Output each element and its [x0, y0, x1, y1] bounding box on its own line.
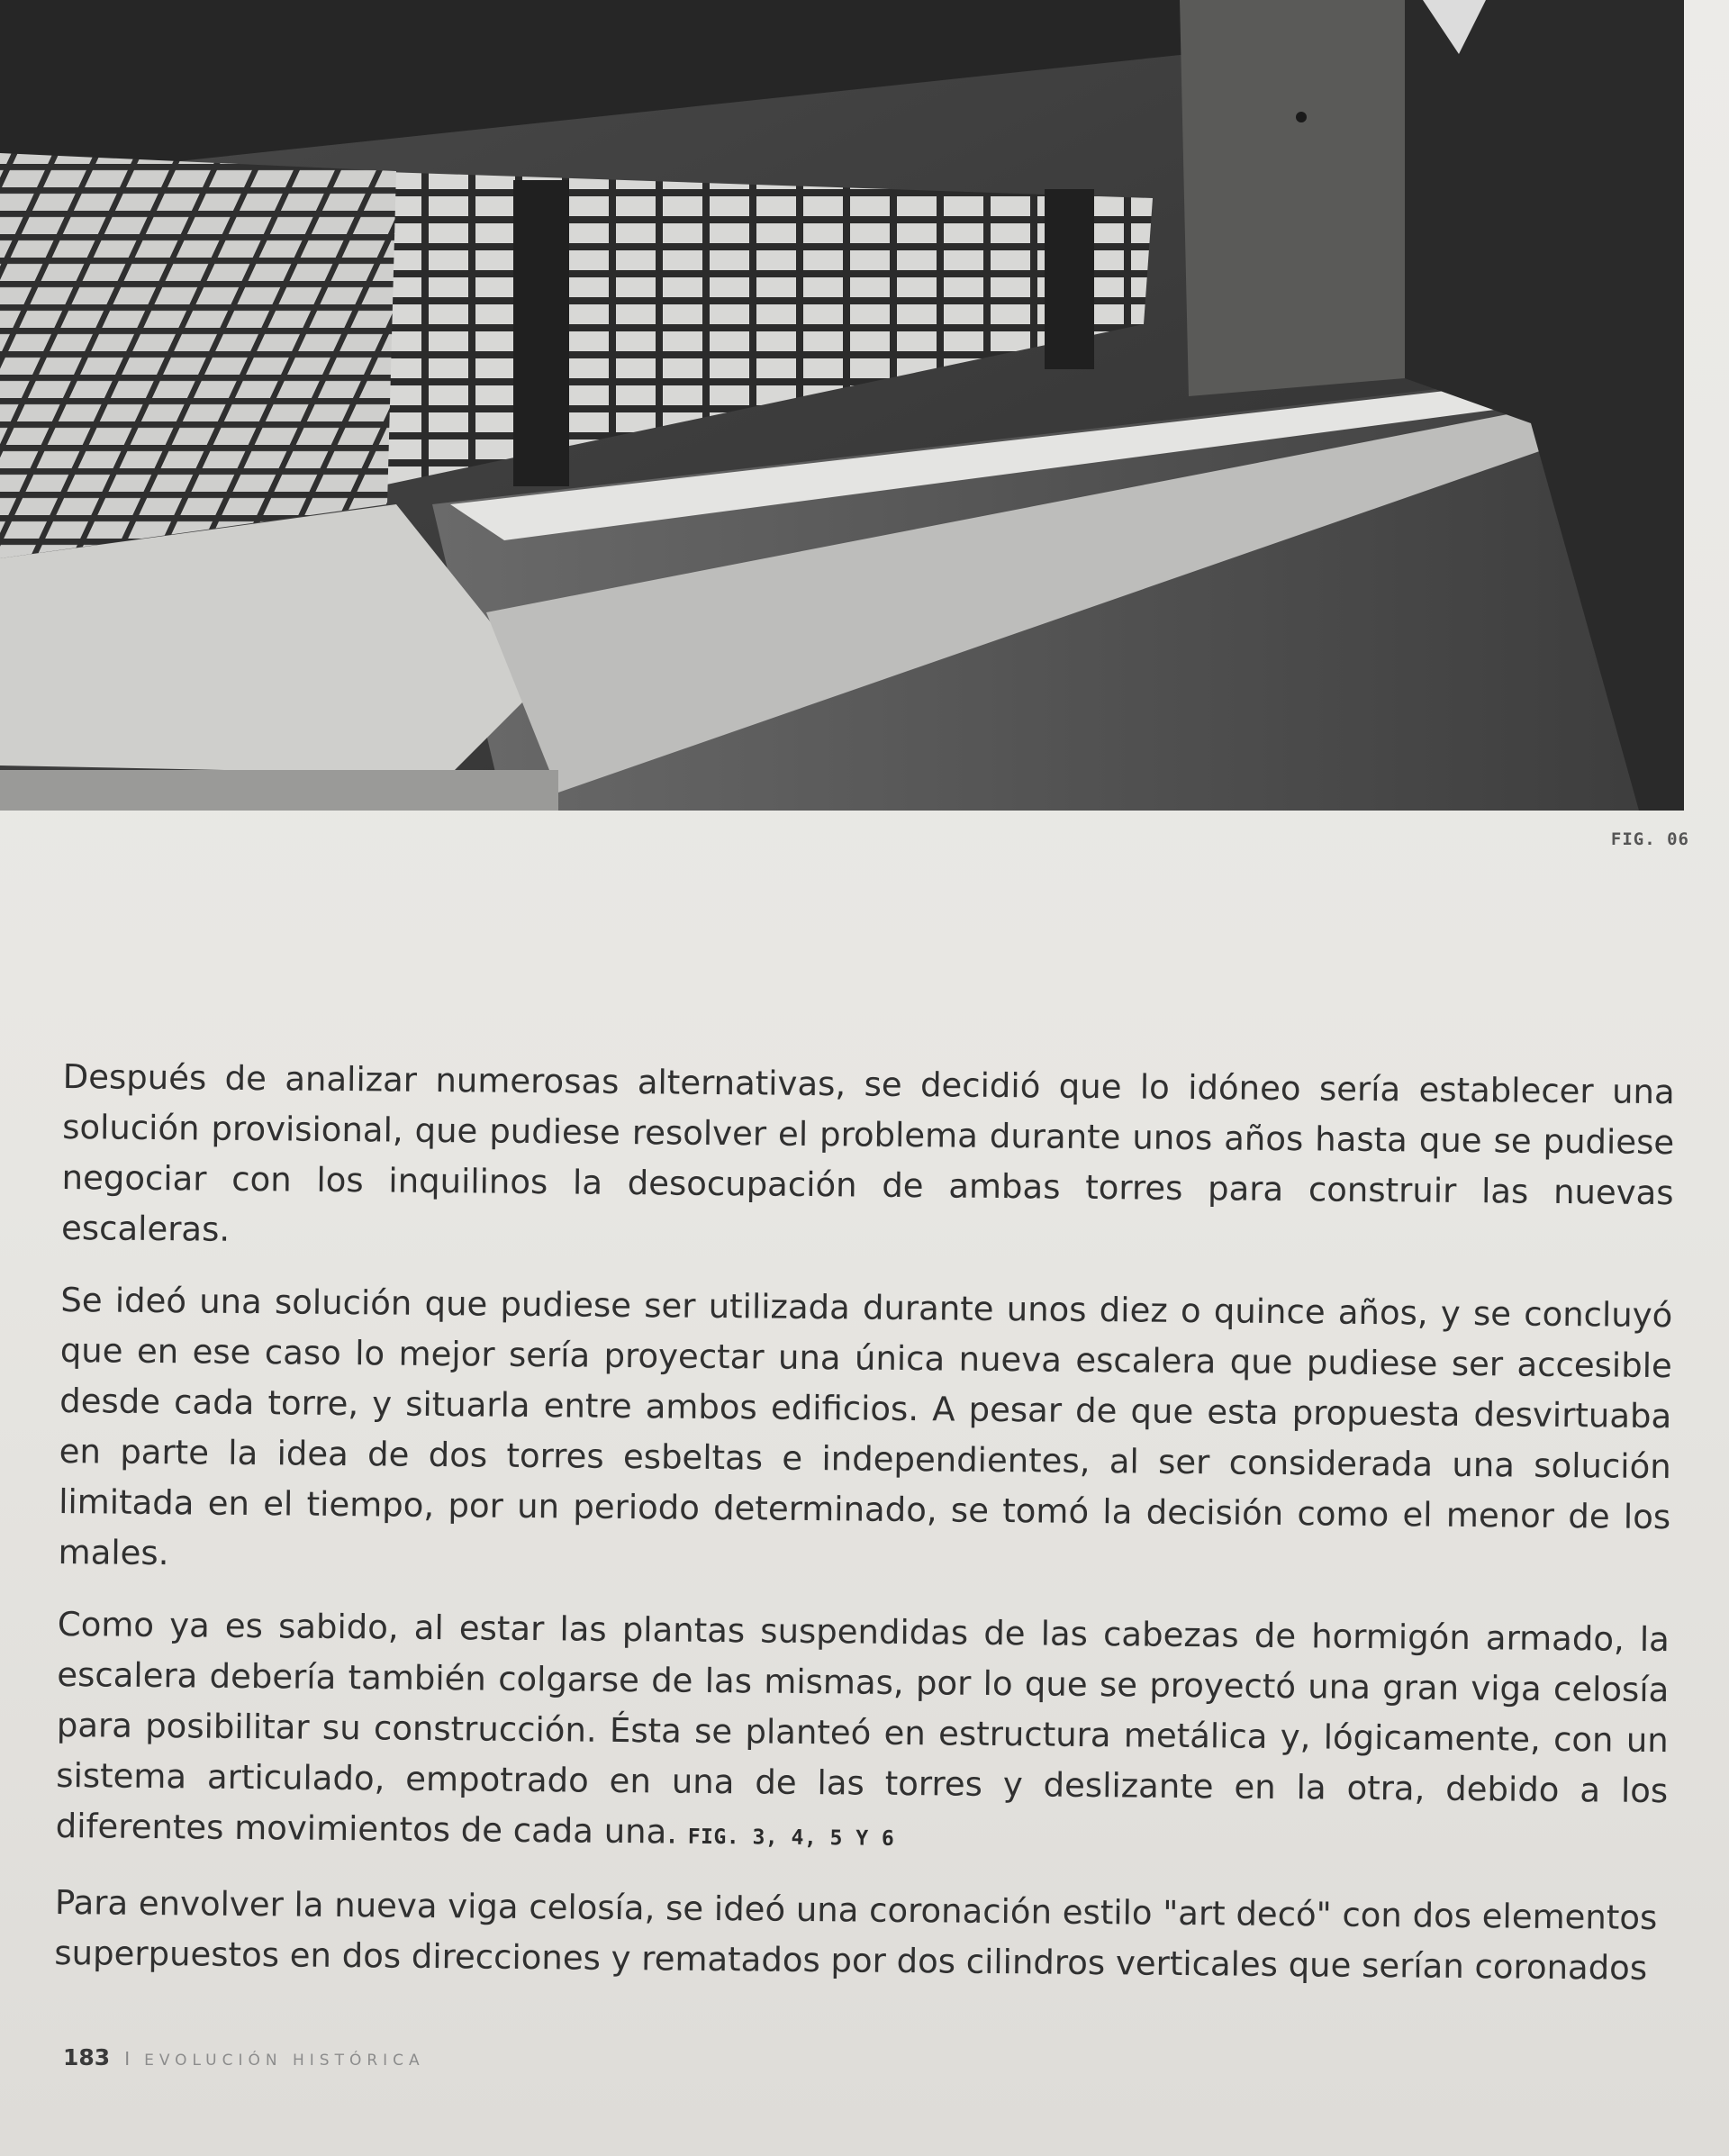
paragraph-3-text: Como ya es sabido, al estar las plantas suspendidas de las cabezas de hormigón armado, la escalera debería también colgarse de las mismas, por lo que se proyectó una gran viga celosía para posibilitar su construcción. Ésta se planteó en estructura metálica y, lógicamente, con un sistema articulado, empotrado en una de las torres y deslizante en la otra, debido a los diferentes movimientos de cada una. — [55, 1604, 1670, 1852]
architectural-model-photo — [0, 0, 1684, 811]
figure-reference: FIG. 3, 4, 5 Y 6 — [687, 1825, 895, 1851]
footer-separator: I — [124, 2048, 131, 2070]
section-title: EVOLUCIÓN HISTÓRICA — [144, 2052, 425, 2070]
figure-caption: FIG. 06 — [1610, 829, 1689, 849]
paragraph-1: Después de analizar numerosas alternativas, se decidió que lo idóneo sería establecer una solución provisional, que pudiese resolver el problema durante unos años hasta que se pudiese negociar con los inquilinos la desocupación de ambas torres para construir las nuevas escaleras. — [60, 1056, 1675, 1249]
body-text — [54, 1052, 1675, 2016]
page-number: 183 — [63, 2044, 111, 2070]
page-footer — [63, 2044, 425, 2070]
paragraph-4: Para envolver la nueva viga celosía, se ideó una coronación estilo "art decó" con dos elementos superpuestos en dos direcciones y rematados por dos cilindros verticales que serían coronados — [54, 1882, 1658, 1988]
model-photo-illustration — [0, 0, 1684, 811]
paragraph-2: Se ideó una solución que pudiese ser utilizada durante unos diez o quince años, y se concluyó que en ese caso lo mejor sería proyectar una única nueva escalera que pudiese ser accesible desde cada torre, y situarla entre ambos edificios. A pesar de que esta propuesta desvirtuaba en parte la idea de dos torres esbeltas e independientes, al ser considerada una solución limitada en el tiempo, por un periodo determinado, se tomó la decisión como el menor de los males. — [58, 1280, 1673, 1573]
paragraph-3 — [55, 1599, 1670, 1871]
